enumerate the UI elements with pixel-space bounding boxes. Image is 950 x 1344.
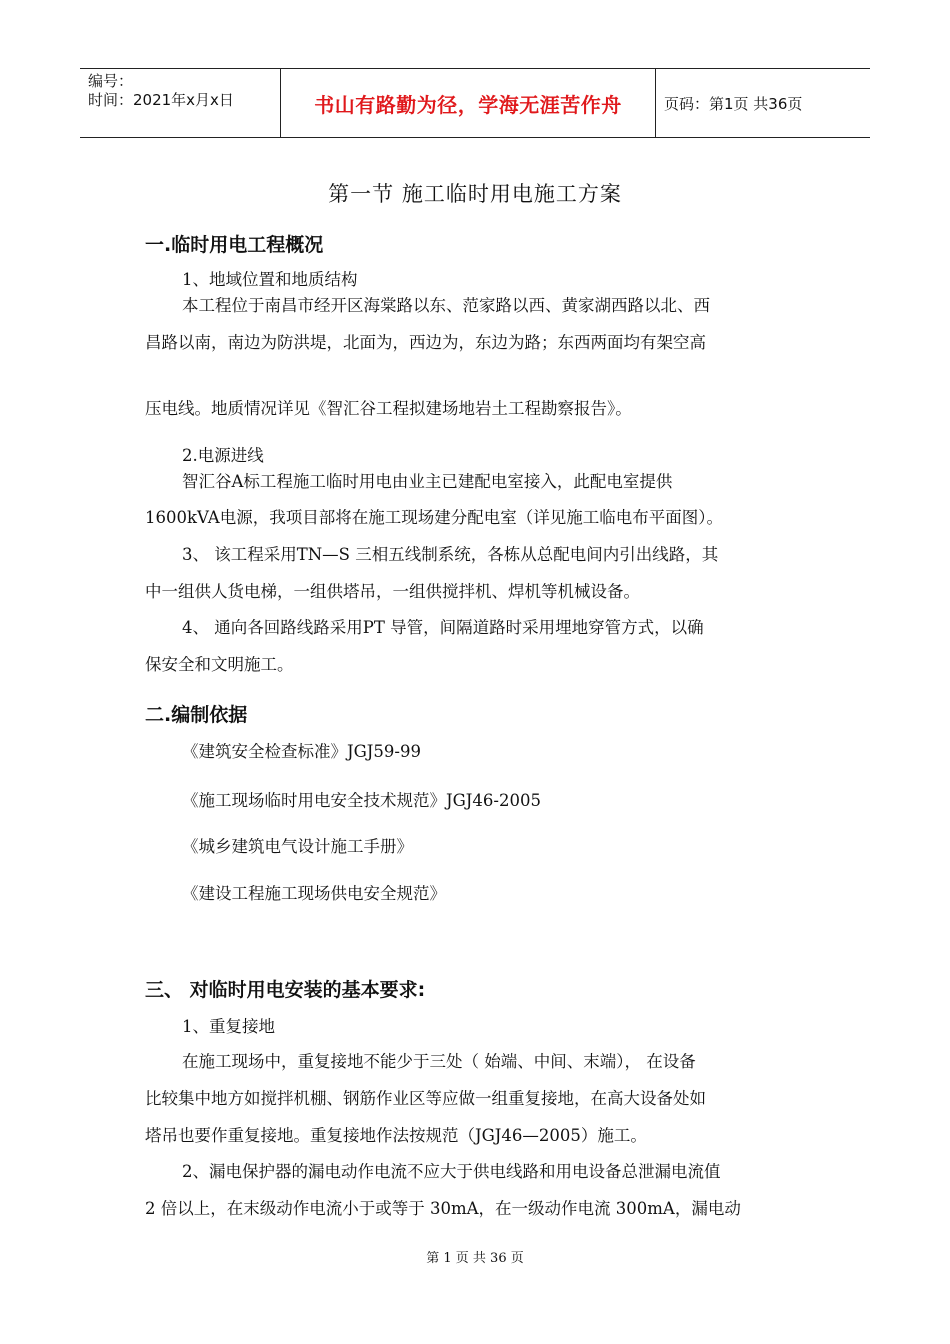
reference-item: 《城乡建筑电气设计施工手册》 (182, 837, 413, 856)
section1-item3-line2: 中一组供人货电梯，一组供塔吊，一组供搅拌机、焊机等机械设备。 (145, 582, 640, 601)
section3-heading: 三、 对临时用电安装的基本要求: (145, 979, 426, 1001)
reference-item: 《建筑安全检查标准》JGJ59-99 (182, 742, 421, 761)
reference-item: 《施工现场临时用电安全技术规范》JGJ46-2005 (182, 791, 541, 810)
section3-item1-line1: 在施工现场中，重复接地不能少于三处（ 始端、中间、末端）， 在设备 (182, 1052, 696, 1071)
section1-item2-line2: 1600kVA电源，我项目部将在施工现场建分配电室（详见施工临电布平面图）。 (145, 508, 723, 527)
section3-item2-line1: 2、漏电保护器的漏电动作电流不应大于供电线路和用电设备总泄漏电流值 (182, 1162, 721, 1181)
section3-item2-line2: 2 倍以上，在末级动作电流小于或等于 30mA，在一级动作电流 300mA，漏电动 (145, 1199, 741, 1218)
section1-heading: 一.临时用电工程概况 (145, 234, 324, 256)
date-line: 时间：2021年x月x日 (88, 91, 234, 109)
section2-heading: 二.编制依据 (145, 704, 248, 726)
document-title: 第一节 施工临时用电施工方案 (328, 182, 622, 206)
section1-item2-title: 2.电源进线 (182, 446, 264, 465)
section1-item1-line3: 压电线。地质情况详见《智汇谷工程拟建场地岩土工程勘察报告》。 (145, 399, 632, 418)
page-footer: 第 1 页 共 36 页 (426, 1251, 524, 1266)
header-page-info: 页码：第1页 共36页 (664, 94, 803, 113)
code-label: 编号： (88, 72, 134, 90)
section1-item2-line1: 智汇谷A标工程施工临时用电由业主已建配电室接入，此配电室提供 (182, 472, 673, 491)
header-left-cell (80, 69, 280, 137)
section3-item1-line3: 塔吊也要作重复接地。重复接地作法按规范（JGJ46—2005）施工。 (145, 1126, 647, 1145)
section1-item4-line2: 保安全和文明施工。 (145, 655, 294, 674)
section1-item3-line1: 3、 该工程采用TN—S 三相五线制系统，各栋从总配电间内引出线路，其 (182, 545, 719, 564)
reference-item: 《建设工程施工现场供电安全规范》 (182, 884, 446, 903)
section1-item1-title: 1、地域位置和地质结构 (182, 270, 358, 289)
section1-item4-line1: 4、 通向各回路线路采用PT 导管，间隔道路时采用埋地穿管方式，以确 (182, 618, 704, 637)
section3-item1-line2: 比较集中地方如搅拌机棚、钢筋作业区等应做一组重复接地，在高大设备处如 (145, 1089, 706, 1108)
section1-item1-line1: 本工程位于南昌市经开区海棠路以东、范家路以西、黄家湖西路以北、西 (182, 296, 710, 315)
section3-item1-title: 1、重复接地 (182, 1017, 275, 1036)
section1-item1-line2: 昌路以南，南边为防洪堤，北面为，西边为，东边为路；东西两面均有架空高 (145, 333, 706, 352)
page-header (80, 68, 870, 138)
header-motto: 书山有路勤为径，学海无涯苦作舟 (280, 69, 656, 137)
